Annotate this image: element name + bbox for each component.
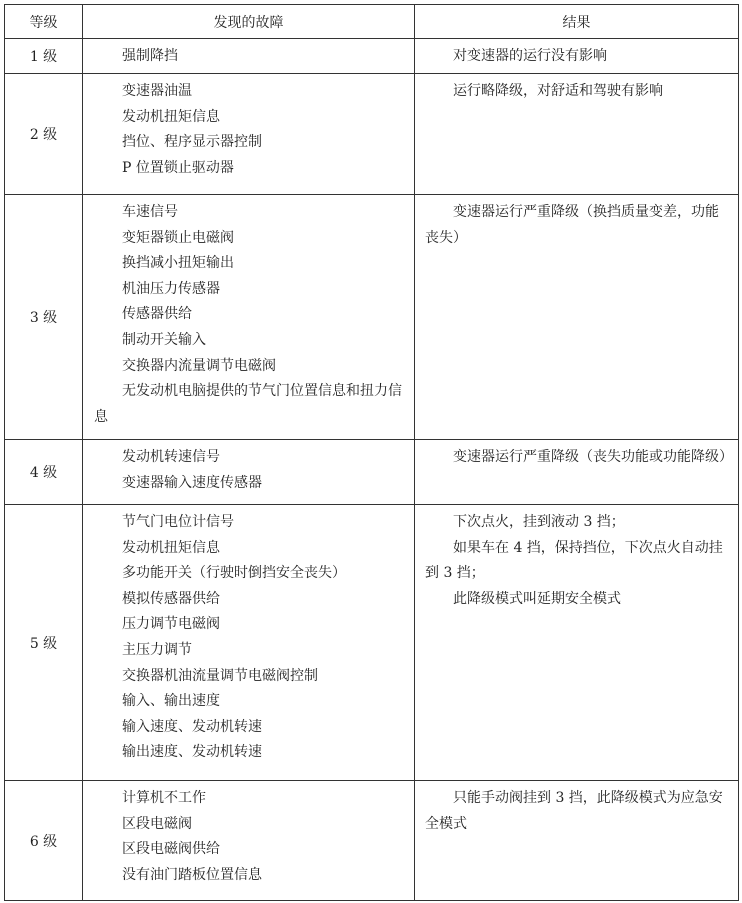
table-row [5, 781, 739, 901]
fault-item: 换挡减小扭矩输出 [122, 255, 234, 272]
table-header-row [5, 5, 739, 39]
level-cell: 3 级 [5, 195, 83, 440]
table-row [5, 39, 739, 74]
fault-item: P 位置锁止驱动器 [122, 159, 234, 176]
fault-item: 变速器输入速度传感器 [122, 474, 262, 491]
fault-item: 多功能开关（行驶时倒挡安全丧失） [122, 565, 346, 582]
fault-cell [83, 781, 415, 901]
result-text: 运行略降级，对舒适和驾驶有影响 [453, 83, 663, 99]
result-cell [415, 195, 739, 440]
result-cell [415, 74, 739, 195]
level-cell: 5 级 [5, 505, 83, 781]
fault-item: 强制降挡 [122, 48, 178, 64]
result-text: 此降级模式叫延期安全模式 [453, 590, 621, 607]
result-cell [415, 781, 739, 901]
fault-item: 区段电磁阀 [122, 815, 192, 832]
fault-item: 无发动机电脑提供的节气门位置信息和扭力信息 [94, 383, 402, 425]
fault-item: 变速器油温 [122, 83, 192, 99]
fault-cell [83, 505, 415, 781]
fault-item: 交换器内流量调节电磁阀 [122, 357, 276, 374]
level-cell: 4 级 [5, 440, 83, 505]
header-result: 结果 [415, 5, 739, 39]
result-text: 只能手动阀挂到 3 挡，此降级模式为应急安全模式 [425, 790, 723, 832]
result-cell [415, 505, 739, 781]
fault-item: 变矩器锁止电磁阀 [122, 229, 234, 246]
fault-item: 挡位、程序显示器控制 [122, 134, 262, 151]
fault-item: 压力调节电磁阀 [122, 616, 220, 633]
fault-item: 制动开关输入 [122, 331, 206, 348]
result-cell [415, 39, 739, 74]
result-text: 变速器运行严重降级（丧失功能或功能降级） [453, 449, 733, 465]
fault-item: 传感器供给 [122, 306, 192, 323]
fault-item: 输出速度、发动机转速 [122, 744, 262, 761]
fault-cell [83, 74, 415, 195]
fault-item: 主压力调节 [122, 641, 192, 658]
fault-cell [83, 195, 415, 440]
fault-item: 发动机扭矩信息 [122, 539, 220, 556]
fault-cell [83, 39, 415, 74]
result-text: 变速器运行严重降级（换挡质量变差，功能丧失） [425, 204, 719, 246]
fault-item: 车速信号 [122, 204, 178, 220]
table-row [5, 195, 739, 440]
level-cell: 2 级 [5, 74, 83, 195]
fault-item: 输入、输出速度 [122, 693, 220, 710]
fault-item: 发动机转速信号 [122, 449, 220, 465]
level-cell: 1 级 [5, 39, 83, 74]
header-level: 等级 [5, 5, 83, 39]
result-text: 下次点火，挂到液动 3 挡； [453, 514, 625, 530]
header-fault: 发现的故障 [83, 5, 415, 39]
fault-item: 交换器机油流量调节电磁阀控制 [122, 667, 318, 684]
table-row [5, 440, 739, 505]
fault-item: 发动机扭矩信息 [122, 108, 220, 125]
table-row [5, 505, 739, 781]
fault-cell [83, 440, 415, 505]
fault-item: 机油压力传感器 [122, 280, 220, 297]
fault-item: 没有油门踏板位置信息 [122, 866, 262, 883]
fault-item: 计算机不工作 [122, 790, 206, 806]
result-text: 对变速器的运行没有影响 [453, 48, 607, 64]
fault-item: 区段电磁阀供给 [122, 841, 220, 858]
result-text: 如果车在 4 挡，保持挡位，下次点火自动挂到 3 挡； [425, 539, 723, 582]
table-row [5, 74, 739, 195]
fault-item: 节气门电位计信号 [122, 514, 234, 530]
fault-item: 输入速度、发动机转速 [122, 718, 262, 735]
level-cell: 6 级 [5, 781, 83, 901]
fault-level-table [4, 4, 739, 901]
fault-item: 模拟传感器供给 [122, 590, 220, 607]
result-cell [415, 440, 739, 505]
